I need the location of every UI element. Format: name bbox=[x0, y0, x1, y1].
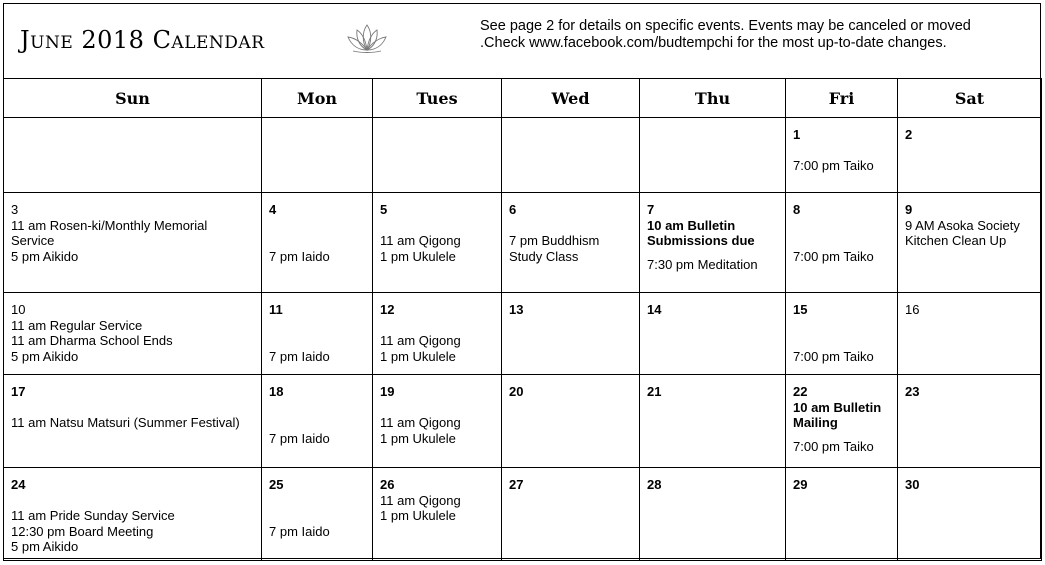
event: Study Class bbox=[509, 248, 579, 264]
event: 11 am Regular Service bbox=[11, 317, 143, 333]
day-cell bbox=[373, 468, 502, 561]
event: Service bbox=[11, 233, 55, 248]
day-number: 25 bbox=[269, 477, 284, 492]
day-number: 19 bbox=[380, 384, 395, 399]
event: 9 AM Asoka Society bbox=[905, 217, 1020, 233]
weekday-header: Thu bbox=[640, 79, 786, 118]
day-cell bbox=[262, 375, 373, 468]
event: 11 am Qigong bbox=[380, 492, 461, 508]
day-number: 17 bbox=[11, 384, 26, 399]
event: 1 pm Ukulele bbox=[380, 430, 456, 446]
event: 5 pm Aikido bbox=[11, 539, 79, 554]
day-cell-empty bbox=[262, 118, 373, 193]
day-cell bbox=[4, 193, 262, 293]
day-number: 2 bbox=[905, 127, 913, 142]
day-number: 4 bbox=[269, 202, 277, 217]
day-cell bbox=[786, 468, 898, 561]
event: 11 am Qigong bbox=[380, 415, 461, 430]
day-number: 22 bbox=[793, 384, 808, 399]
day-number: 23 bbox=[905, 384, 920, 399]
event: 11 am Pride Sunday Service bbox=[11, 508, 175, 523]
day-cell bbox=[502, 375, 640, 468]
event: Kitchen Clean Up bbox=[905, 233, 1007, 248]
weekday-header: Fri bbox=[786, 79, 898, 118]
event: 11 am Rosen-ki/Monthly Memorial bbox=[11, 217, 208, 233]
day-cell bbox=[640, 468, 786, 561]
week-row bbox=[4, 118, 1042, 193]
day-cell bbox=[373, 193, 502, 293]
day-number: 18 bbox=[269, 384, 284, 399]
day-cell-empty bbox=[4, 118, 262, 193]
day-cell bbox=[262, 293, 373, 375]
day-number: 9 bbox=[905, 202, 913, 217]
day-number: 1 bbox=[793, 127, 801, 142]
day-number: 24 bbox=[11, 477, 26, 492]
day-number: 16 bbox=[905, 302, 920, 317]
event: 7 pm Iaido bbox=[269, 523, 330, 539]
day-cell bbox=[898, 293, 1042, 375]
lotus-icon bbox=[345, 22, 389, 54]
day-cell bbox=[373, 375, 502, 468]
day-number: 30 bbox=[905, 477, 920, 492]
event: 7:00 pm Taiko bbox=[793, 438, 874, 454]
weekday-header-row bbox=[4, 79, 1042, 118]
weekday-header: Wed bbox=[502, 79, 640, 118]
day-cell bbox=[640, 193, 786, 293]
day-cell bbox=[262, 468, 373, 561]
event: 5 pm Aikido bbox=[11, 348, 79, 364]
day-number: 8 bbox=[793, 202, 801, 217]
event: 7:00 pm Taiko bbox=[793, 248, 874, 264]
week-row bbox=[4, 468, 1042, 561]
day-cell-empty bbox=[373, 118, 502, 193]
day-number: 5 bbox=[380, 202, 388, 217]
day-cell bbox=[898, 375, 1042, 468]
day-number: 10 bbox=[11, 302, 26, 317]
weekday-header: Sat bbox=[898, 79, 1042, 118]
event: 5 pm Aikido bbox=[11, 248, 79, 264]
day-number: 6 bbox=[509, 202, 517, 217]
event: 7:30 pm Meditation bbox=[647, 256, 758, 272]
day-cell bbox=[898, 468, 1042, 561]
event: 1 pm Ukulele bbox=[380, 348, 456, 364]
event: 11 am Dharma School Ends bbox=[11, 333, 173, 348]
day-cell bbox=[786, 193, 898, 293]
notice-line-1: See page 2 for details on specific events. Events may be canceled or moved bbox=[480, 18, 971, 34]
day-cell bbox=[4, 293, 262, 375]
event: 7:00 pm Taiko bbox=[793, 158, 874, 173]
day-number: 27 bbox=[509, 477, 524, 492]
day-cell bbox=[898, 193, 1042, 293]
day-cell bbox=[502, 193, 640, 293]
page-title: June 2018 Calendar bbox=[20, 26, 265, 54]
notice-text bbox=[480, 18, 1020, 52]
event: 11 am Qigong bbox=[380, 233, 461, 248]
event: 7 pm Iaido bbox=[269, 348, 330, 364]
day-number: 15 bbox=[793, 302, 808, 317]
event: 12:30 pm Board Meeting bbox=[11, 523, 154, 539]
week-row bbox=[4, 375, 1042, 468]
week-row bbox=[4, 193, 1042, 293]
event: 11 am Natsu Matsuri (Summer Festival) bbox=[11, 415, 240, 430]
day-number: 28 bbox=[647, 477, 662, 492]
event: 10 am Bulletin Mailing bbox=[793, 399, 882, 430]
day-cell-empty bbox=[640, 118, 786, 193]
day-number: 11 bbox=[269, 302, 283, 317]
week-row bbox=[4, 293, 1042, 375]
day-cell bbox=[502, 468, 640, 561]
notice-line-2: .Check www.facebook.com/budtempchi for the most up-to-date changes. bbox=[480, 35, 947, 51]
day-number: 13 bbox=[509, 302, 524, 317]
calendar-grid bbox=[3, 78, 1042, 561]
day-cell bbox=[786, 118, 898, 193]
day-cell bbox=[4, 468, 262, 561]
day-cell-empty bbox=[502, 118, 640, 193]
day-number: 26 bbox=[380, 477, 395, 492]
day-number: 21 bbox=[647, 384, 662, 399]
event: 7 pm Buddhism bbox=[509, 233, 600, 248]
day-cell bbox=[786, 293, 898, 375]
weekday-header: Mon bbox=[262, 79, 373, 118]
day-cell bbox=[502, 293, 640, 375]
event: 1 pm Ukulele bbox=[380, 248, 456, 264]
day-number: 12 bbox=[380, 302, 395, 317]
event: 7 pm Iaido bbox=[269, 430, 330, 446]
event: 7:00 pm Taiko bbox=[793, 348, 874, 364]
day-cell bbox=[373, 293, 502, 375]
day-cell bbox=[898, 118, 1042, 193]
day-cell bbox=[640, 375, 786, 468]
event: 10 am Bulletin Submissions due bbox=[647, 217, 755, 248]
day-cell bbox=[262, 193, 373, 293]
event: 7 pm Iaido bbox=[269, 248, 330, 264]
day-number: 14 bbox=[647, 302, 662, 317]
day-number: 20 bbox=[509, 384, 524, 399]
event: 11 am Qigong bbox=[380, 333, 461, 348]
weekday-header: Tues bbox=[373, 79, 502, 118]
event: 1 pm Ukulele bbox=[380, 508, 456, 523]
day-cell bbox=[786, 375, 898, 468]
day-number: 7 bbox=[647, 202, 655, 217]
day-cell bbox=[4, 375, 262, 468]
day-number: 3 bbox=[11, 202, 19, 217]
weekday-header: Sun bbox=[4, 79, 262, 118]
day-cell bbox=[640, 293, 786, 375]
day-number: 29 bbox=[793, 477, 808, 492]
